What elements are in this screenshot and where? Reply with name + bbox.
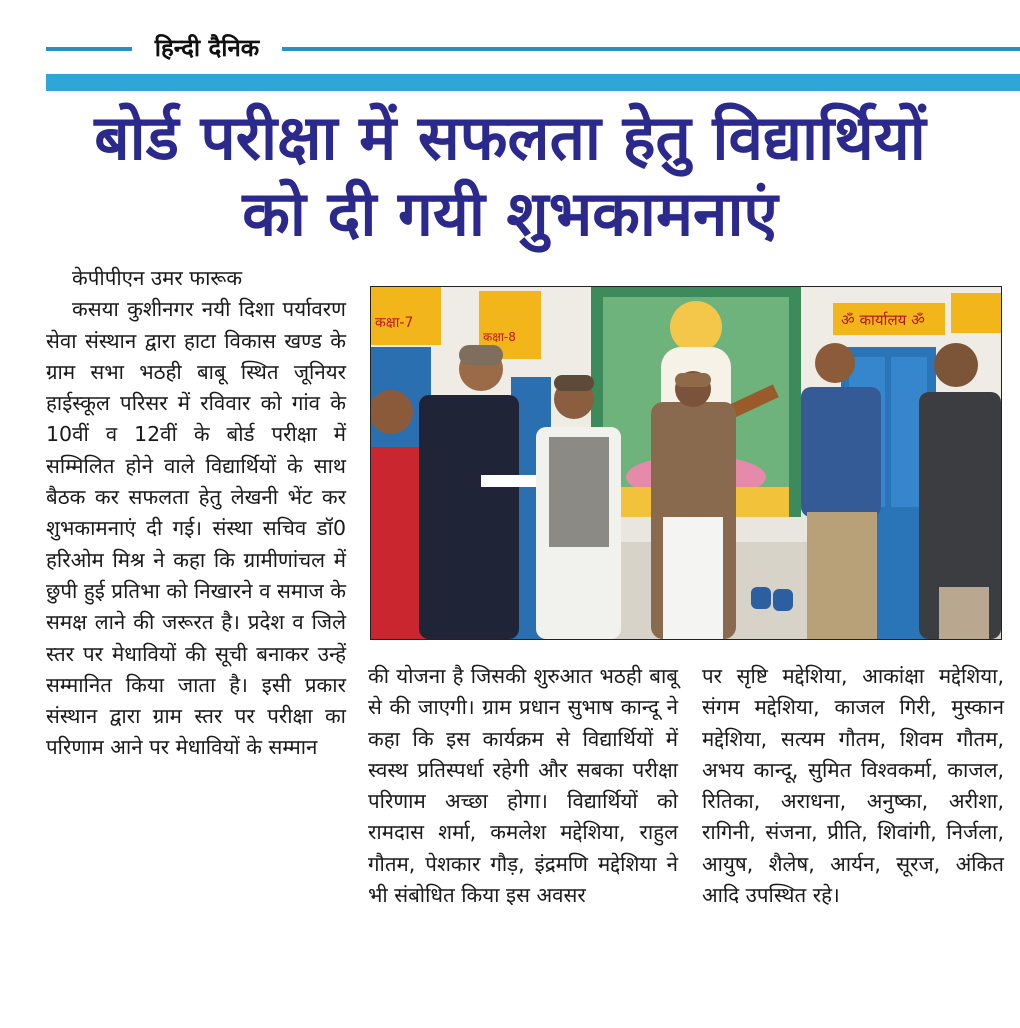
sign-office: ॐ कार्यालय ॐ bbox=[841, 311, 925, 329]
byline: केपीपीएन उमर फारूक bbox=[72, 266, 243, 290]
headline-line-1: बोर्ड परीक्षा में सफलता हेतु विद्यार्थियों bbox=[94, 101, 926, 174]
sign-class-8: कक्षा-8 bbox=[483, 330, 516, 344]
article-text-col3: पर सृष्टि मद्देशिया, आकांक्षा मद्देशिया, संगम मद्देशिया, काजल गिरी, मुस्कान मद्देशिया, सत्यम गौतम, शिवम गौतम, अभय कान्दू, सुमित विश्वकर्मा, काजल, रितिका, अराधना, अनुष्का, अरीशा, रागिनी, संजना, प्रीति, शिवांगी, निर्जला, आयुष, शैलेष, आर्यन, सूरज, अंकित आदि उपस्थित रहे। bbox=[702, 664, 1004, 908]
masthead-rule-left bbox=[46, 47, 132, 51]
paper-name: हिन्दी दैनिक bbox=[154, 34, 260, 62]
article-text-col2: की योजना है जिसकी शुरुआत भठही बाबू से की जाएगी। ग्राम प्रधान सुभाष कान्दू ने कहा कि इस कार्यक्रम से विद्यार्थियों में स्वस्थ प्रतिस्पर्धा रहेगी और सबका परीक्षा परिणाम अच्छा होगा। विद्यार्थियों को रामदास शर्मा, कमलेश मद्देशिया, राहुल गौतम, पेशकार गौड़, इंद्रमणि मद्देशिया ने भी संबोधित किया इस अवसर bbox=[368, 664, 678, 908]
masthead-rule-right bbox=[282, 47, 1020, 51]
article-column-3 bbox=[702, 661, 1004, 911]
headline-line-2: को दी गयी शुभकामनाएं bbox=[242, 177, 778, 250]
news-photo bbox=[370, 286, 1002, 640]
masthead bbox=[0, 0, 1020, 100]
article-column-2 bbox=[368, 661, 678, 911]
article-column-1 bbox=[46, 263, 346, 764]
sign-class-7: कक्षा-7 bbox=[375, 315, 414, 331]
article-text-col1: कसया कुशीनगर नयी दिशा पर्यावरण सेवा संस्थान द्वारा हाटा विकास खण्ड के ग्राम सभा भठही बाबू स्थित जूनियर हाईस्कूल परिसर में रविवार को गांव के 10वीं व 12वीं के बोर्ड परीक्षा में सम्मिलित होने वाले विद्यार्थियों के साथ बैठक कर सफलता हेतु लेखनी भेंट कर शुभकामनाएं दी गई। संस्था सचिव डॉ0 हरिओम मिश्र ने कहा कि ग्रामीणांचल में छुपी हुई प्रतिभा को निखारने व समाज के समक्ष लाने की जरूरत है। प्रदेश व जिले स्तर पर मेधावियों की सूची बनाकर उन्हें सम्मानित किया जाता है। इसी प्रकार संस्थान द्वारा ग्राम स्तर पर परीक्षा का परिणाम आने पर मेधावियों के सम्मान bbox=[46, 297, 346, 760]
masthead-band bbox=[46, 74, 1020, 91]
headline bbox=[20, 100, 1000, 252]
photo-illustration bbox=[371, 287, 1001, 639]
